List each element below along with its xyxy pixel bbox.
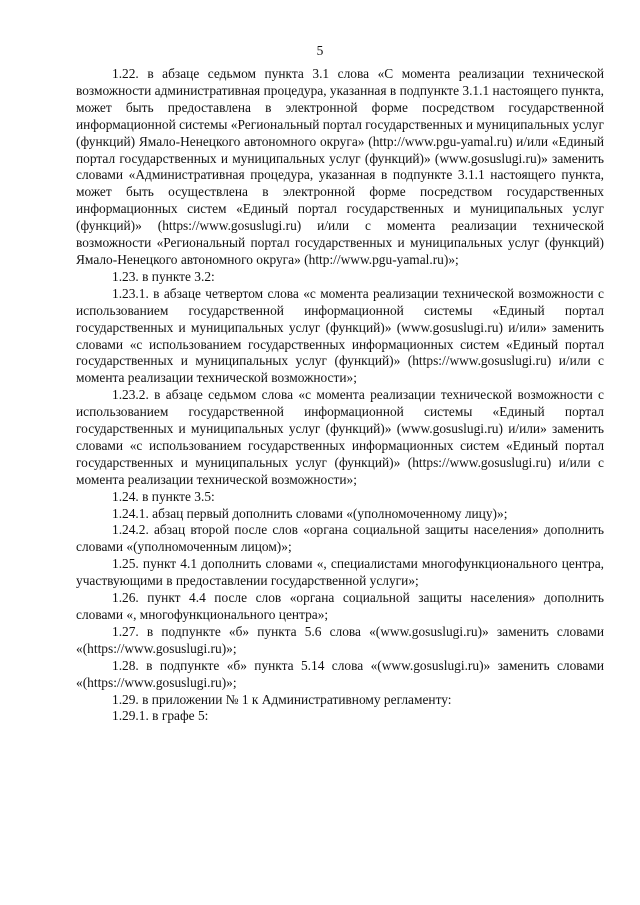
- paragraph-1-23-2: 1.23.2. в абзаце седьмом слова «с момента реализации технической возможности с использованием государственной информационной системы «Единый портал государственных и муниципальных услуг (функций)» (www.gosuslugi.ru) и/или» заменить словами «с использованием государственных информационных систем «Единый портал государственных и муниципальных услуг (функций)» (https://www.gosuslugi.ru) и/или с момента реализации технической возможности»;: [76, 387, 604, 487]
- paragraph-1-28: 1.28. в подпункте «б» пункта 5.14 слова «(www.gosuslugi.ru)» заменить словами «(https://www.gosuslugi.ru)»;: [76, 657, 604, 690]
- page-number: 5: [316, 43, 324, 58]
- paragraph-1-23: 1.23. в пункте 3.2:: [112, 268, 215, 284]
- paragraph-1-24: 1.24. в пункте 3.5:: [112, 488, 215, 504]
- paragraph-1-24-2: 1.24.2. абзац второй после слов «органа социальной защиты населения» дополнить словами «(уполномоченным лицом)»;: [76, 522, 604, 555]
- paragraph-1-29-1: 1.29.1. в графе 5:: [112, 708, 209, 724]
- paragraph-1-29: 1.29. в приложении № 1 к Административному регламенту:: [112, 691, 452, 707]
- paragraph-1-27: 1.27. в подпункте «б» пункта 5.6 слова «(www.gosuslugi.ru)» заменить словами «(https://www.gosuslugi.ru)»;: [76, 623, 604, 656]
- paragraph-1-24-1: 1.24.1. абзац первый дополнить словами «(уполномоченному лицу)»;: [112, 505, 508, 521]
- paragraph-1-25: 1.25. пункт 4.1 дополнить словами «, специалистами многофункционального центра, участвующими в предоставлении государственной услуги»;: [76, 556, 604, 589]
- paragraph-1-26: 1.26. пункт 4.4 после слов «органа социальной защиты населения» дополнить словами «, многофункционального центра»;: [76, 590, 604, 622]
- paragraph-1-22: 1.22. в абзаце седьмом пункта 3.1 слова «С момента реализации технической возможности административная процедура, указанная в подпункте 3.1.1 настоящего пункта, может быть предоставлена в электронной форме посредством государственной информационной системы «Региональный портал государственных и муниципальных услуг (функций) Ямало-Ненецкого автономного округа» (http://www.pgu-yamal.ru) и/или «Единый портал государственных и муниципальных услуг (функций)» (www.gosuslugi.ru)» заменить словами «Административная процедура, указанная в подпункте 3.1.1 настоящего пункта, может быть осуществлена в электронной форме посредством государственных информационных систем «Единый портал государственных и муниципальных услуг (функций)» (https://www.gosuslugi.ru) и/или с момента реализации технической возможности «Региональный портал государственных и муниципальных услуг (функций) Ямало-Ненецкого автономного округа» (http://www.pgu-yamal.ru)»;: [76, 66, 604, 267]
- document-body: [76, 66, 604, 725]
- paragraph-1-23-1: 1.23.1. в абзаце четвертом слова «с момента реализации технической возможности с использованием государственной информационной системы «Единый портал государственных и муниципальных услуг (функций)» (www.gosuslugi.ru) и/или» заменить словами «с использованием государственных информационных систем «Единый портал государственных и муниципальных услуг (функций)» (https://www.gosuslugi.ru) и/или с момента реализации технической возможности»;: [76, 285, 604, 386]
